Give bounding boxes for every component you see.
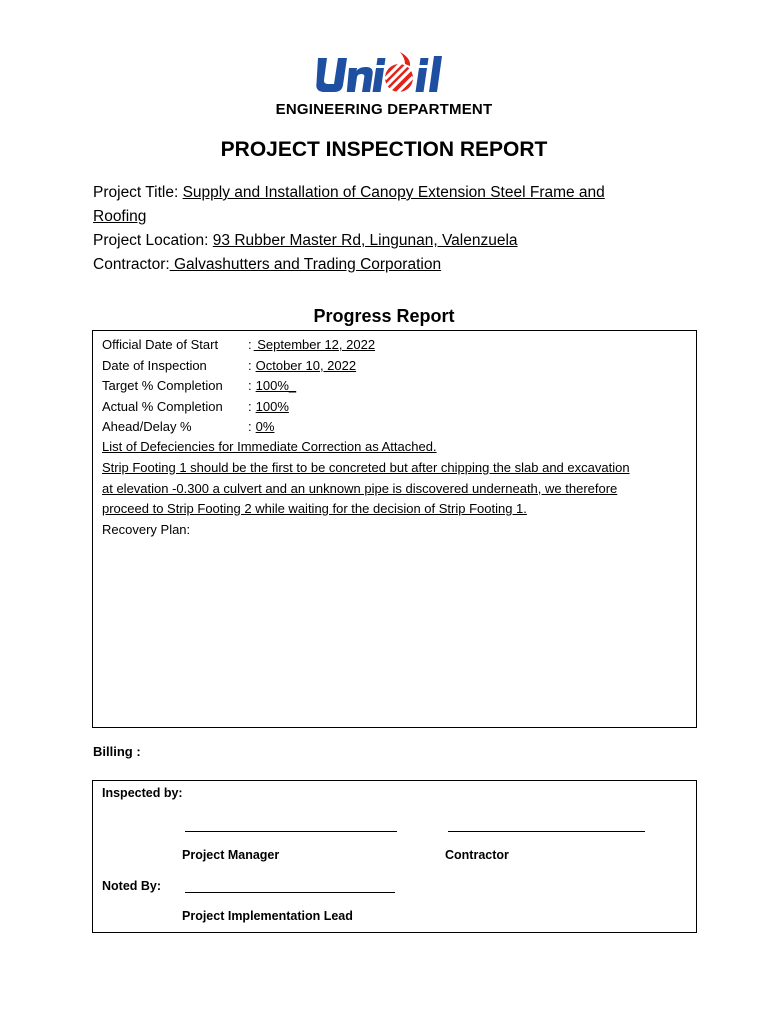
field-value: October 10, 2022: [255, 357, 357, 373]
field-separator: :: [248, 378, 252, 393]
project-manager-label: Project Manager: [182, 848, 280, 862]
field-value: 100%: [255, 398, 289, 414]
field-label: Official Date of Start: [102, 337, 219, 352]
field-label: Ahead/Delay %: [102, 419, 192, 434]
field-value: 100%_: [255, 378, 297, 393]
project-title-line: [93, 181, 605, 205]
project-title-line2: [93, 205, 146, 229]
field-separator: :: [248, 337, 252, 352]
contractor-value: Galvashutters and Trading Corporation: [169, 256, 442, 273]
noted-by-label: Noted By:: [102, 879, 162, 893]
row-target-completion: [102, 376, 297, 396]
unioil-logo: [316, 50, 450, 96]
report-title: PROJECT INSPECTION REPORT: [220, 138, 548, 161]
field-value-group: [248, 376, 296, 396]
strip-footing-note-line2: at elevation -0.300 a culvert and an unknown pipe is discovered underneath, we therefore: [102, 480, 618, 496]
row-inspection-date: [102, 356, 357, 376]
implementation-lead-signature-line: [185, 892, 395, 893]
progress-report-heading: Progress Report: [313, 306, 455, 326]
project-location-value: 93 Rubber Master Rd, Lingunan, Valenzuela: [212, 232, 518, 249]
contractor-line: [93, 253, 441, 277]
field-value-group: [248, 417, 274, 437]
project-manager-signature-line: [185, 831, 397, 832]
recovery-plan-label: Recovery Plan:: [102, 521, 191, 537]
row-start-date: [102, 335, 376, 355]
field-value: 0%: [255, 419, 275, 434]
project-location-label: Project Location:: [93, 232, 213, 249]
field-label: Target % Completion: [102, 378, 223, 393]
field-separator: :: [248, 357, 252, 373]
project-title-value-cont: Roofing: [93, 208, 147, 225]
strip-footing-note-line3: proceed to Strip Footing 2 while waiting for the decision of Strip Footing 1.: [102, 501, 527, 516]
project-location-line: [93, 229, 518, 253]
field-value-group: [248, 356, 356, 376]
field-value: September 12, 2022: [253, 337, 376, 352]
signature-box: [92, 780, 697, 933]
field-separator: :: [248, 398, 252, 414]
deficiencies-note: List of Defeciencies for Immediate Correction as Attached.: [102, 439, 437, 454]
implementation-lead-label: Project Implementation Lead: [182, 909, 353, 923]
strip-footing-note-line1: Strip Footing 1 should be the first to be concreted but after chipping the slab and excavation: [102, 460, 630, 475]
progress-report-box: [92, 330, 697, 728]
row-ahead-delay: [102, 417, 275, 437]
field-value-group: [248, 335, 375, 355]
contractor-role-label: Contractor: [445, 848, 509, 862]
field-label: Date of Inspection: [102, 357, 207, 373]
project-title-label: Project Title:: [93, 184, 183, 201]
field-value-group: [248, 397, 289, 417]
field-separator: :: [248, 419, 252, 434]
department-heading: ENGINEERING DEPARTMENT: [275, 101, 493, 118]
project-title-value: Supply and Installation of Canopy Extension Steel Frame and: [182, 184, 605, 201]
contractor-label: Contractor:: [93, 256, 170, 273]
field-label: Actual % Completion: [102, 398, 223, 414]
row-actual-completion: [102, 397, 289, 417]
billing-label: Billing :: [93, 744, 141, 759]
inspected-by-label: Inspected by:: [102, 786, 183, 800]
contractor-signature-line: [448, 831, 645, 832]
